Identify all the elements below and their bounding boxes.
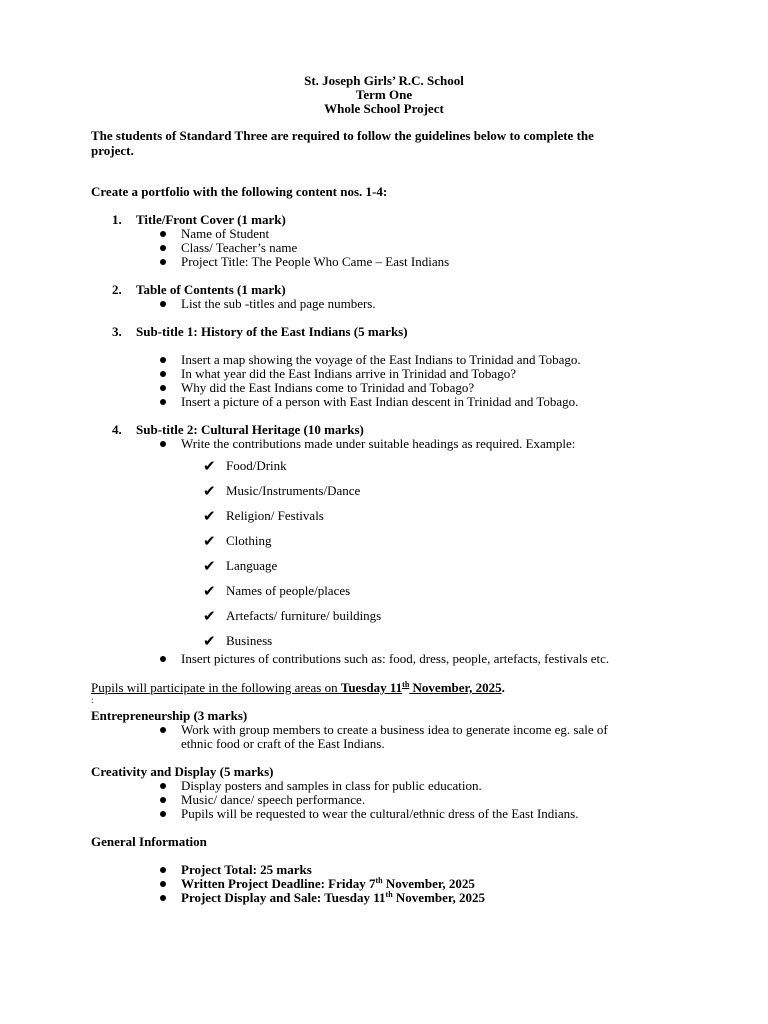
bullet-icon xyxy=(160,727,166,733)
participation-end: . xyxy=(501,680,505,695)
deadline-sup: th xyxy=(375,876,383,885)
intro-line-2: project. xyxy=(91,143,134,158)
deadline-text: Written Project Deadline: Friday 7 xyxy=(181,876,376,891)
display-rest: November, 2025 xyxy=(392,890,485,905)
list-item: Display posters and samples in class for public education. xyxy=(181,778,482,793)
checklist-item: Clothing xyxy=(226,533,272,548)
bullet-icon xyxy=(160,385,166,391)
check-icon: ✔ xyxy=(203,459,216,475)
checklist-item: Artefacts/ furniture/ buildings xyxy=(226,608,382,623)
checklist-item: Religion/ Festivals xyxy=(226,508,324,523)
list-item: Music/ dance/ speech performance. xyxy=(181,792,366,807)
checklist-item: Names of people/places xyxy=(226,583,351,598)
bullet-icon xyxy=(160,867,166,873)
stray-colon: : xyxy=(91,695,94,705)
section-1-number: 1. xyxy=(112,212,122,227)
check-icon: ✔ xyxy=(203,634,216,650)
checklist-item: Language xyxy=(226,558,278,573)
section-4-number: 4. xyxy=(112,422,122,437)
check-icon: ✔ xyxy=(203,534,216,550)
check-icon: ✔ xyxy=(203,584,216,600)
checklist-item: Music/Instruments/Dance xyxy=(226,483,361,498)
intro-line-1: The students of Standard Three are required to follow the guidelines below to complete the xyxy=(91,128,594,143)
bullet-icon xyxy=(160,399,166,405)
checklist-item: Food/Drink xyxy=(226,458,287,473)
bullet-icon xyxy=(160,656,166,662)
bullet-icon xyxy=(160,811,166,817)
list-item-continued: ethnic food or craft of the East Indians. xyxy=(181,736,385,751)
check-icon: ✔ xyxy=(203,609,216,625)
list-item: Class/ Teacher’s name xyxy=(181,240,298,255)
section-3-title: Sub-title 1: History of the East Indians (5 marks) xyxy=(136,324,408,339)
bullet-icon xyxy=(160,895,166,901)
checklist-item: Business xyxy=(226,633,273,648)
entrepreneurship-title: Entrepreneurship (3 marks) xyxy=(91,708,248,723)
bullet-icon xyxy=(160,797,166,803)
bullet-icon xyxy=(160,371,166,377)
deadline-rest: November, 2025 xyxy=(382,876,475,891)
list-item: Name of Student xyxy=(181,226,270,241)
section-2-title: Table of Contents (1 mark) xyxy=(136,282,286,297)
bullet-icon xyxy=(160,881,166,887)
bullet-icon xyxy=(160,301,166,307)
school-name: St. Joseph Girls’ R.C. School xyxy=(304,73,464,88)
list-item: List the sub -titles and page numbers. xyxy=(181,296,376,311)
creativity-title: Creativity and Display (5 marks) xyxy=(91,764,274,779)
list-item: Work with group members to create a business idea to generate income eg. sale of xyxy=(181,722,608,737)
project-title: Whole School Project xyxy=(324,101,444,116)
participation-line xyxy=(91,681,505,695)
project-deadline xyxy=(181,877,475,891)
bullet-icon xyxy=(160,245,166,251)
section-3-number: 3. xyxy=(112,324,122,339)
list-item: Project Title: The People Who Came – East Indians xyxy=(181,254,450,269)
term-title: Term One xyxy=(355,87,413,102)
display-sup: th xyxy=(385,890,393,899)
bullet-icon xyxy=(160,259,166,265)
participation-date-day: Tuesday 11 xyxy=(340,680,403,695)
bullet-icon xyxy=(160,231,166,237)
section-4-title: Sub-title 2: Cultural Heritage (10 marks) xyxy=(136,422,364,437)
bullet-icon xyxy=(160,783,166,789)
participation-text: Pupils will participate in the following areas on xyxy=(91,680,341,695)
display-text: Project Display and Sale: Tuesday 11 xyxy=(181,890,386,905)
list-item: Pupils will be requested to wear the cultural/ethnic dress of the East Indians. xyxy=(181,806,579,821)
participation-date-rest: November, 2025 xyxy=(409,680,502,695)
section-2-number: 2. xyxy=(112,282,122,297)
portfolio-heading: Create a portfolio with the following content nos. 1-4: xyxy=(91,184,388,199)
list-item: Write the contributions made under suitable headings as required. Example: xyxy=(181,436,576,451)
check-icon: ✔ xyxy=(203,509,216,525)
list-item: Insert a map showing the voyage of the East Indians to Trinidad and Tobago. xyxy=(181,352,581,367)
project-total: Project Total: 25 marks xyxy=(181,862,312,877)
project-display xyxy=(181,891,485,905)
participation-date-sup: th xyxy=(402,680,410,689)
bullet-icon xyxy=(160,441,166,447)
check-icon: ✔ xyxy=(203,484,216,500)
list-item: Insert a picture of a person with East Indian descent in Trinidad and Tobago. xyxy=(181,394,579,409)
list-item: Insert pictures of contributions such as: food, dress, people, artefacts, festivals etc. xyxy=(181,651,610,666)
list-item: In what year did the East Indians arrive in Trinidad and Tobago? xyxy=(181,366,516,381)
general-title: General Information xyxy=(91,834,207,849)
check-icon: ✔ xyxy=(203,559,216,575)
list-item: Why did the East Indians come to Trinidad and Tobago? xyxy=(181,380,475,395)
bullet-icon xyxy=(160,357,166,363)
section-1-title: Title/Front Cover (1 mark) xyxy=(136,212,286,227)
